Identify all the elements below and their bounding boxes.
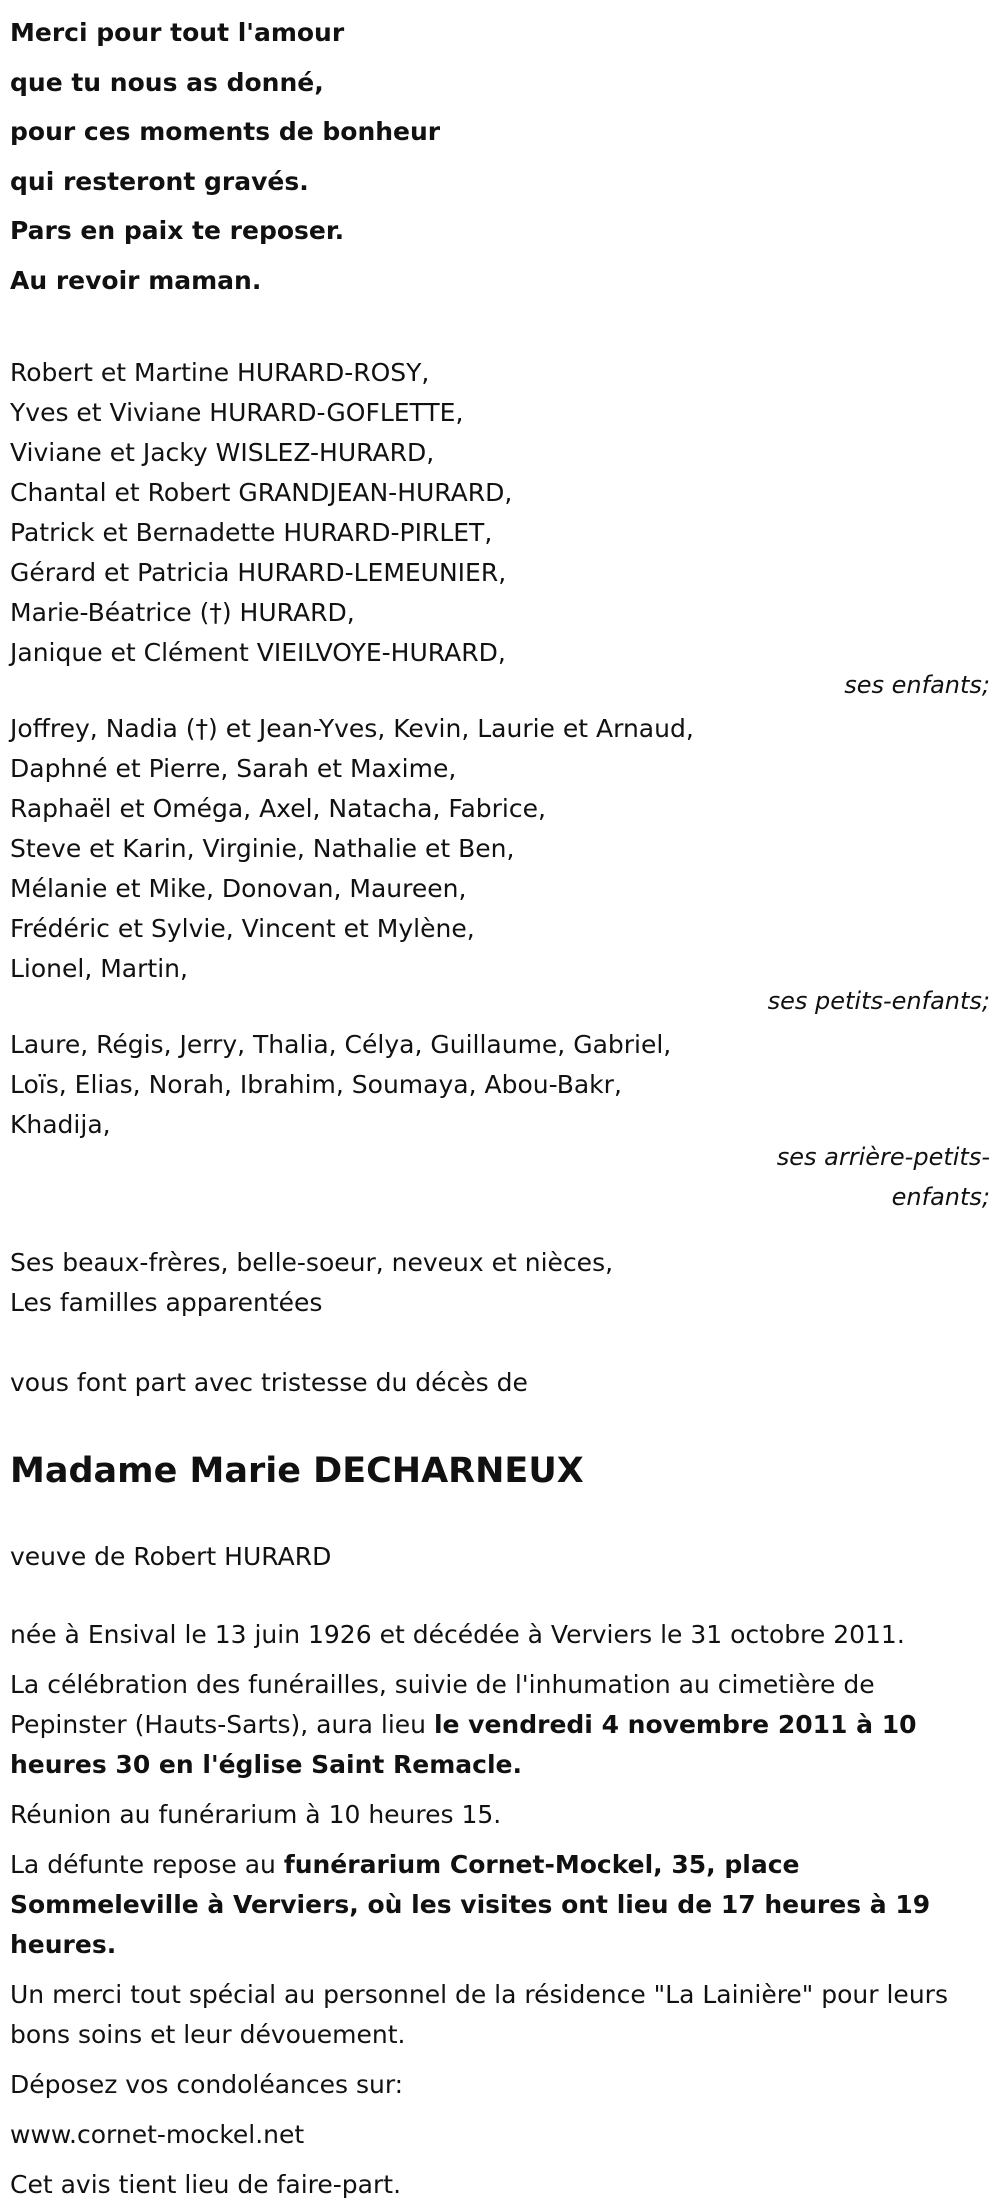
rest-paragraph [10,1845,970,1965]
ceremony-date-place: le vendredi 4 novembre 2011 à 10 heures 30 en l'église Saint Remacle. [10,1710,917,1779]
relatives-line: Les familles apparentées [10,1288,323,1317]
poem-line: Pars en paix te reposer. [10,216,345,245]
condolences-line: Déposez vos condoléances sur: [10,2070,404,2099]
announcement: vous font part avec tristesse du décès de [10,1368,528,1397]
child-entry: Yves et Viviane HURARD-GOFLETTE, [10,398,464,427]
great-grandchild-entry: Khadija, [10,1110,111,1139]
child-entry: Viviane et Jacky WISLEZ-HURARD, [10,438,435,467]
great-grandchildren-role-line: ses arrière-petits- [776,1143,990,1171]
grandchild-entry: Mélanie et Mike, Donovan, Maureen, [10,874,467,903]
ceremony-paragraph [10,1665,970,1785]
great-grandchildren-role [10,1137,990,1217]
child-entry: Robert et Martine HURARD-ROSY, [10,358,430,387]
great-grandchildren-role-line: enfants; [891,1183,990,1211]
poem [10,8,990,305]
child-entry: Marie-Béatrice (†) HURARD, [10,598,355,627]
grandchildren-role: ses petits-enfants; [767,987,990,1015]
child-entry: Gérard et Patricia HURARD-LEMEUNIER, [10,558,507,587]
widow-of: veuve de Robert HURARD [10,1542,332,1571]
ceremony-text: La célébration des funérailles, suivie de l'inhumation au cimetière de Pepinster (Hauts-Sarts), aura lieu [10,1670,875,1739]
grandchild-entry: Lionel, Martin, [10,954,188,983]
grandchild-entry: Frédéric et Sylvie, Vincent et Mylène, [10,914,475,943]
grandchild-entry: Steve et Karin, Virginie, Nathalie et Ben, [10,834,515,863]
children-role: ses enfants; [844,671,990,699]
deceased-name: Madame Marie DECHARNEUX [10,1451,584,1491]
poem-line: Au revoir maman. [10,265,262,295]
notice-line: Cet avis tient lieu de faire-part. [10,2170,402,2199]
children-list [10,353,990,673]
poem-line: qui resteront gravés. [10,166,309,196]
poem-line: pour ces moments de bonheur [10,117,441,146]
other-relatives [10,1243,990,1323]
funerarium-details: funérarium Cornet-Mockel, 35, place Sommeleville à Verviers, où les visites ont lieu de 17 heures à 19 heures. [10,1850,931,1959]
poem-line: Merci pour tout l'amour [10,18,345,47]
thanks-paragraph: Un merci tout spécial au personnel de la résidence "La Lainière" pour leurs bons soins et leur dévouement. [10,1980,948,2049]
poem-line: que tu nous as donné, [10,67,324,97]
grandchildren-list [10,709,990,989]
child-entry: Chantal et Robert GRANDJEAN-HURARD, [10,478,513,507]
child-entry: Janique et Clément VIEILVOYE-HURARD, [10,638,506,667]
funeral-info [10,1615,990,2205]
great-grandchild-entry: Laure, Régis, Jerry, Thalia, Célya, Guillaume, Gabriel, [10,1030,672,1059]
grandchild-entry: Daphné et Pierre, Sarah et Maxime, [10,754,457,783]
relatives-line: Ses beaux-frères, belle-soeur, neveux et nièces, [10,1248,614,1277]
meeting-line: Réunion au funérarium à 10 heures 15. [10,1800,502,1829]
website-link[interactable]: www.cornet-mockel.net [10,2120,305,2149]
child-entry: Patrick et Bernadette HURARD-PIRLET, [10,518,493,547]
great-grandchild-entry: Loïs, Elias, Norah, Ibrahim, Soumaya, Abou-Bakr, [10,1070,622,1099]
grandchild-entry: Joffrey, Nadia (†) et Jean-Yves, Kevin, Laurie et Arnaud, [10,714,694,743]
grandchild-entry: Raphaël et Oméga, Axel, Natacha, Fabrice, [10,794,546,823]
birth-death-line: née à Ensival le 13 juin 1926 et décédée à Verviers le 31 octobre 2011. [10,1620,905,1649]
rest-text: La défunte repose au [10,1850,284,1879]
family-section [10,353,990,1323]
great-grandchildren-list [10,1025,990,1145]
